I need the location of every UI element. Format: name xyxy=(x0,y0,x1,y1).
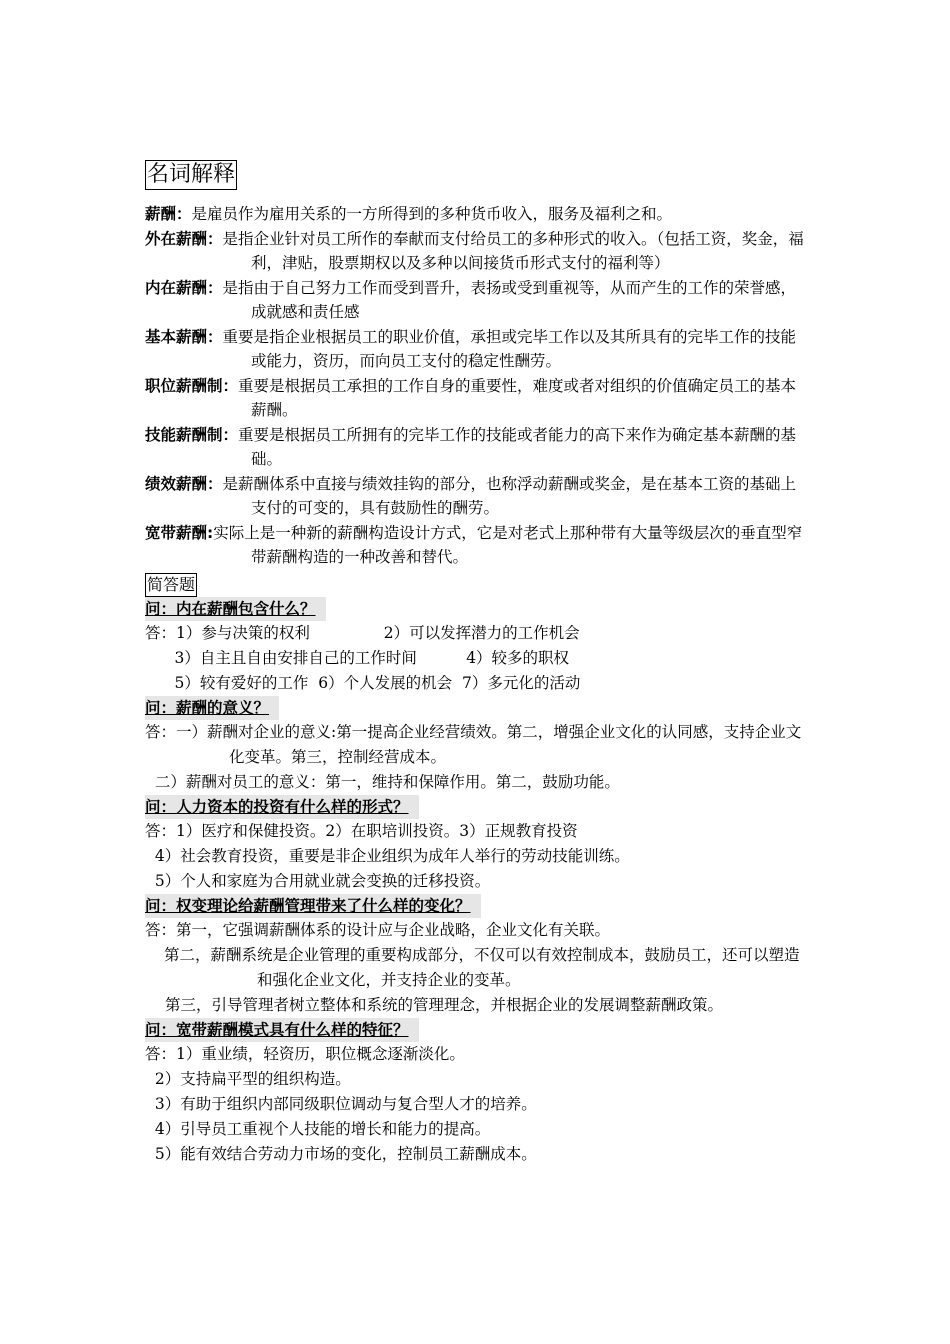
term-entry xyxy=(145,423,810,472)
term-name: 外在薪酬： xyxy=(145,229,223,248)
qa-block-4 xyxy=(145,894,810,1018)
term-name: 宽带薪酬: xyxy=(145,523,214,542)
document-page xyxy=(145,160,810,1167)
term-name: 薪酬： xyxy=(145,205,192,223)
answer-line: 4）社会教育投资，重要是非企业组织为成年人举行的劳动技能训练。 xyxy=(145,846,630,865)
answer-line: 二）薪酬对员工的意义：第一，维持和保障作用。第二，鼓励功能。 xyxy=(145,772,620,791)
term-definition: 重要是根据员工承担的工作自身的重要性，难度或者对组织的价值确定员工的基本薪酬。 xyxy=(238,376,797,419)
term-definition: 实际上是一种新的薪酬构造设计方式，它是对老式上那种带有大量等级层次的垂直型窄带薪酬构造的一种改善和替代。 xyxy=(213,523,803,566)
question-heading: 问：薪酬的意义？ xyxy=(145,696,279,720)
answer-paragraph: 答：一）薪酬对企业的意义:第一提高企业经营绩效。第二，增强企业文化的认同感，支持企业文化变革。第三，控制经营成本。 xyxy=(145,722,802,766)
answer-line: 答：第一，它强调薪酬体系的设计应与企业战略，企业文化有关联。 xyxy=(145,920,611,939)
qa-block-2 xyxy=(145,696,810,795)
term-definition: 重要是指企业根据员工的职业价值，承担或完毕工作以及其所具有的完毕工作的技能或能力，资历，而向员工支付的稳定性酬劳。 xyxy=(222,327,797,370)
term-definition: 是指企业针对员工所作的奉献而支付给员工的多种形式的收入。（包括工资，奖金，福利，津贴，股票期权以及多种以间接货币形式支付的福利等） xyxy=(222,229,804,272)
question-heading: 问：人力资本的投资有什么样的形式？ xyxy=(145,795,419,819)
answer-paragraph: 第二，薪酬系统是企业管理的重要构成部分，不仅可以有效控制成本，鼓励员工，还可以塑造和强化企业文化，并支持企业的变革。 xyxy=(164,945,800,989)
term-name: 绩效薪酬： xyxy=(145,474,223,493)
answer-line: 答：1）医疗和保健投资。2）在职培训投资。3）正规教育投资 xyxy=(145,821,578,840)
term-name: 技能薪酬制： xyxy=(145,425,239,444)
answer-line: 3）自主且自由安排自己的工作时间 4）较多的职权 xyxy=(145,648,570,667)
term-name: 职位薪酬制： xyxy=(145,376,239,395)
qa-block-5 xyxy=(145,1018,810,1167)
answer-paragraph: 第三，引导管理者树立整体和系统的管理理念，并根据企业的发展调整薪酬政策。 xyxy=(165,995,724,1014)
term-entry xyxy=(145,521,810,570)
answer-line: 5）能有效结合劳动力市场的变化，控制员工薪酬成本。 xyxy=(145,1144,537,1163)
term-definition: 是薪酬体系中直接与绩效挂钩的部分，也称浮动薪酬或奖金，是在基本工资的基础上支付的可变的，具有鼓励性的酬劳。 xyxy=(222,474,797,517)
answer-line: 4）引导员工重视个人技能的增长和能力的提高。 xyxy=(145,1119,491,1138)
term-entry xyxy=(145,276,810,325)
question-heading: 问：宽带薪酬模式具有什么样的特征？ xyxy=(145,1018,419,1042)
qa-block-3 xyxy=(145,795,810,894)
term-name: 内在薪酬： xyxy=(145,278,223,297)
term-name: 基本薪酬： xyxy=(145,327,223,346)
term-definition: 重要是根据员工所拥有的完毕工作的技能或者能力的高下来作为确定基本薪酬的基础。 xyxy=(238,425,797,468)
answer-line: 答：1）参与决策的权利 2）可以发挥潜力的工作机会 xyxy=(145,623,580,642)
term-definition: 是雇员作为雇用关系的一方所得到的多种货币收入，服务及福利之和。 xyxy=(191,205,673,223)
answer-line: 答：1）重业绩，轻资历，职位概念逐渐淡化。 xyxy=(145,1044,465,1063)
term-entry xyxy=(145,325,810,374)
term-entry xyxy=(145,227,810,276)
question-heading: 问：权变理论给薪酬管理带来了什么样的变化？ xyxy=(145,894,481,918)
answer-line: 5）个人和家庭为合用就业就会变换的迁移投资。 xyxy=(145,871,491,890)
term-entry xyxy=(145,202,810,227)
qa-block-1 xyxy=(145,597,810,696)
term-entry xyxy=(145,472,810,521)
answer-line: 2）支持扁平型的组织构造。 xyxy=(145,1069,351,1088)
term-entry xyxy=(145,374,810,423)
question-heading: 问：内在薪酬包含什么？ xyxy=(145,597,326,621)
term-definition: 是指由于自己努力工作而受到晋升，表扬或受到重视等，从而产生的工作的荣誉感，成就感和责任感 xyxy=(222,278,797,321)
answer-line: 3）有助于组织内部同级职位调动与复合型人才的培养。 xyxy=(145,1094,537,1113)
terms-list xyxy=(145,202,810,570)
section-title-qa: 简答题 xyxy=(145,573,197,597)
section-title-terms: 名词解释 xyxy=(145,160,237,190)
answer-line: 5）较有爱好的工作 6）个人发展的机会 7）多元化的活动 xyxy=(145,673,581,692)
